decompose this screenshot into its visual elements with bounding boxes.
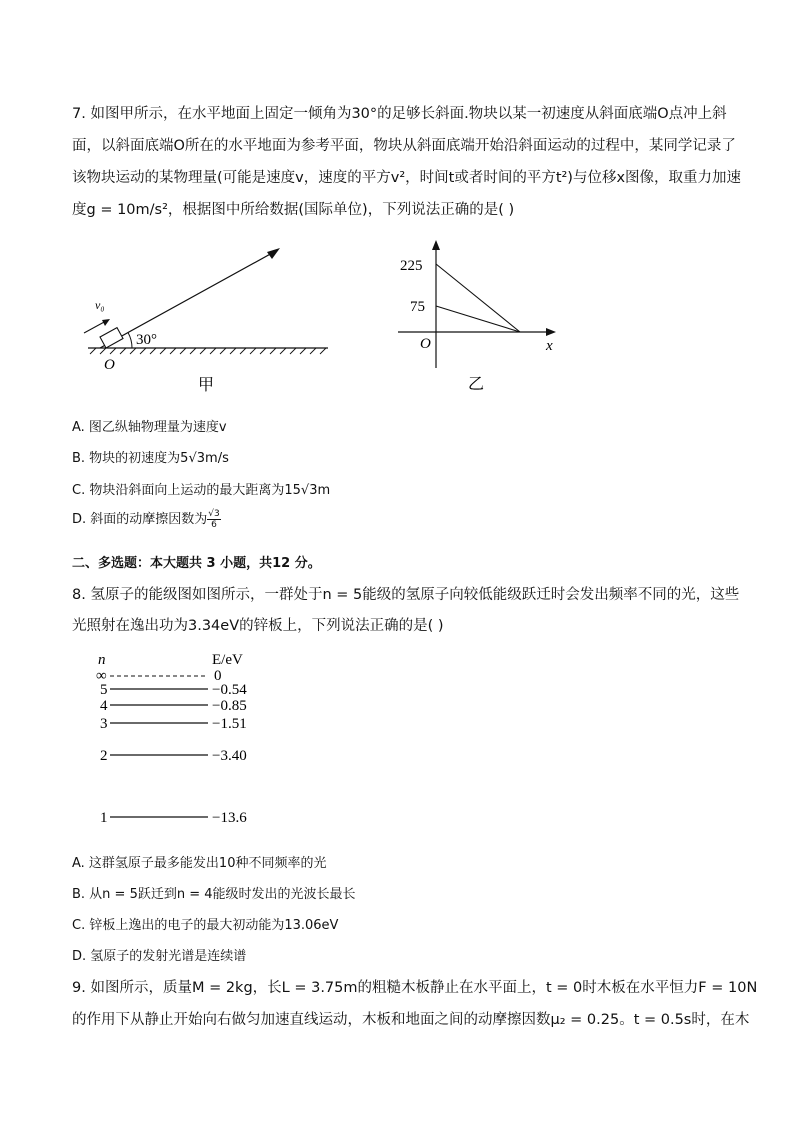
energy-header: E/eV	[212, 652, 243, 668]
level-e-1: −13.6	[212, 810, 247, 826]
level-e-2: −3.40	[212, 748, 247, 764]
sqrt-sign: √	[300, 483, 310, 498]
ground-hatching	[90, 348, 326, 354]
y-tick-225: 225	[400, 258, 423, 274]
level-n-4: 4	[100, 698, 108, 714]
fraction-numerator: √3	[208, 509, 220, 519]
fraction	[207, 509, 220, 530]
q7-option-c	[72, 479, 330, 498]
q8-option-d: D. 氢原子的发射光谱是连续谱	[72, 949, 247, 964]
level-e-inf: 0	[214, 668, 222, 684]
q7-option-b	[72, 447, 229, 466]
level-e-4: −0.85	[212, 698, 247, 714]
angle-arc	[128, 333, 132, 349]
section-2-header: 二、多选题：本大题共 3 小题，共12 分。	[72, 556, 321, 571]
level-n-2: 2	[100, 748, 108, 764]
fraction-num-value: 3	[214, 509, 220, 519]
q8-line-2: 光照射在逸出功为3.34eV的锌板上，下列说法正确的是( )	[72, 618, 444, 634]
q7-option-a: A. 图乙纵轴物理量为速度v	[72, 420, 227, 435]
q8-option-b: B. 从n = 5跃迁到n = 4能级时发出的光波长最长	[72, 887, 356, 902]
level-n-3: 3	[100, 716, 108, 732]
incline-line	[100, 252, 274, 348]
x-axis-arrowhead	[546, 328, 556, 336]
q7-option-c-suffix: 3m	[309, 483, 331, 498]
q7-option-c-prefix: C. 物块沿斜面向上运动的最大距离为15	[72, 483, 301, 498]
v0-label: v₀	[95, 298, 105, 312]
level-n-1: 1	[100, 810, 108, 826]
q7-option-b-prefix: B. 物块的初速度为5	[72, 451, 189, 466]
graph-line-225	[436, 264, 520, 332]
y-tick-75: 75	[410, 299, 425, 315]
q7-line-2: 面，以斜面底端O所在的水平地面为参考平面，物块从斜面底端开始沿斜面运动的过程中，某同学记录了	[72, 138, 736, 154]
angle-label: 30°	[136, 332, 157, 348]
y-axis-arrowhead	[432, 240, 440, 250]
level-e-5: −0.54	[212, 682, 247, 698]
incline-arrowhead	[267, 248, 280, 259]
block	[100, 328, 123, 348]
level-n-inf: ∞	[96, 668, 107, 684]
q7-line-4: 度g = 10m/s²，根据图中所给数据(国际单位)，下列说法正确的是( )	[72, 202, 515, 218]
q9-line-1: 9. 如图所示，质量M = 2kg，长L = 3.75m的粗糙木板静止在水平面上，t = 0时木板在水平恒力F = 10N	[72, 980, 758, 996]
q9-line-2: 的作用下从静止开始向右做匀加速直线运动，木板和地面之间的动摩擦因数μ₂ = 0.25。t = 0.5s时，在木	[72, 1012, 750, 1028]
q7-option-d-prefix: D. 斜面的动摩擦因数为	[72, 512, 208, 527]
q8-line-1: 8. 氢原子的能级图如图所示，一群处于n = 5能级的氢原子向较低能级跃迁时会发出频率不同的光，这些	[72, 587, 740, 603]
caption-jia: 甲	[198, 377, 215, 394]
q7-option-b-suffix: 3m/s	[196, 451, 229, 466]
caption-yi: 乙	[468, 376, 485, 393]
q7-line-3: 该物块运动的某物理量(可能是速度v，速度的平方v²，时间t或者时间的平方t²)与位移x图像，取重力加速	[72, 170, 742, 186]
level-e-3: −1.51	[212, 716, 247, 732]
v0-arrow	[84, 321, 106, 333]
q8-option-a: A. 这群氢原子最多能发出10种不同频率的光	[72, 856, 327, 871]
origin-label-jia: O	[104, 357, 115, 373]
q7-line-1: 7. 如图甲所示，在水平地面上固定一倾角为30°的足够长斜面.物块以某一初速度从斜面底端O点冲上斜	[72, 106, 727, 122]
x-axis-label: x	[546, 338, 553, 354]
figure-jia-incline	[78, 238, 340, 396]
n-header: n	[98, 652, 106, 668]
origin-label-yi: O	[420, 336, 431, 352]
q7-option-d	[72, 508, 221, 530]
energy-level-diagram	[90, 646, 280, 832]
sqrt-sign: √	[188, 451, 197, 466]
figure-yi-graph	[392, 236, 572, 398]
level-n-5: 5	[100, 682, 108, 698]
q8-option-c: C. 锌板上逸出的电子的最大初动能为13.06eV	[72, 918, 339, 933]
graph-line-75	[436, 306, 520, 332]
fraction-denominator: 6	[211, 520, 217, 530]
